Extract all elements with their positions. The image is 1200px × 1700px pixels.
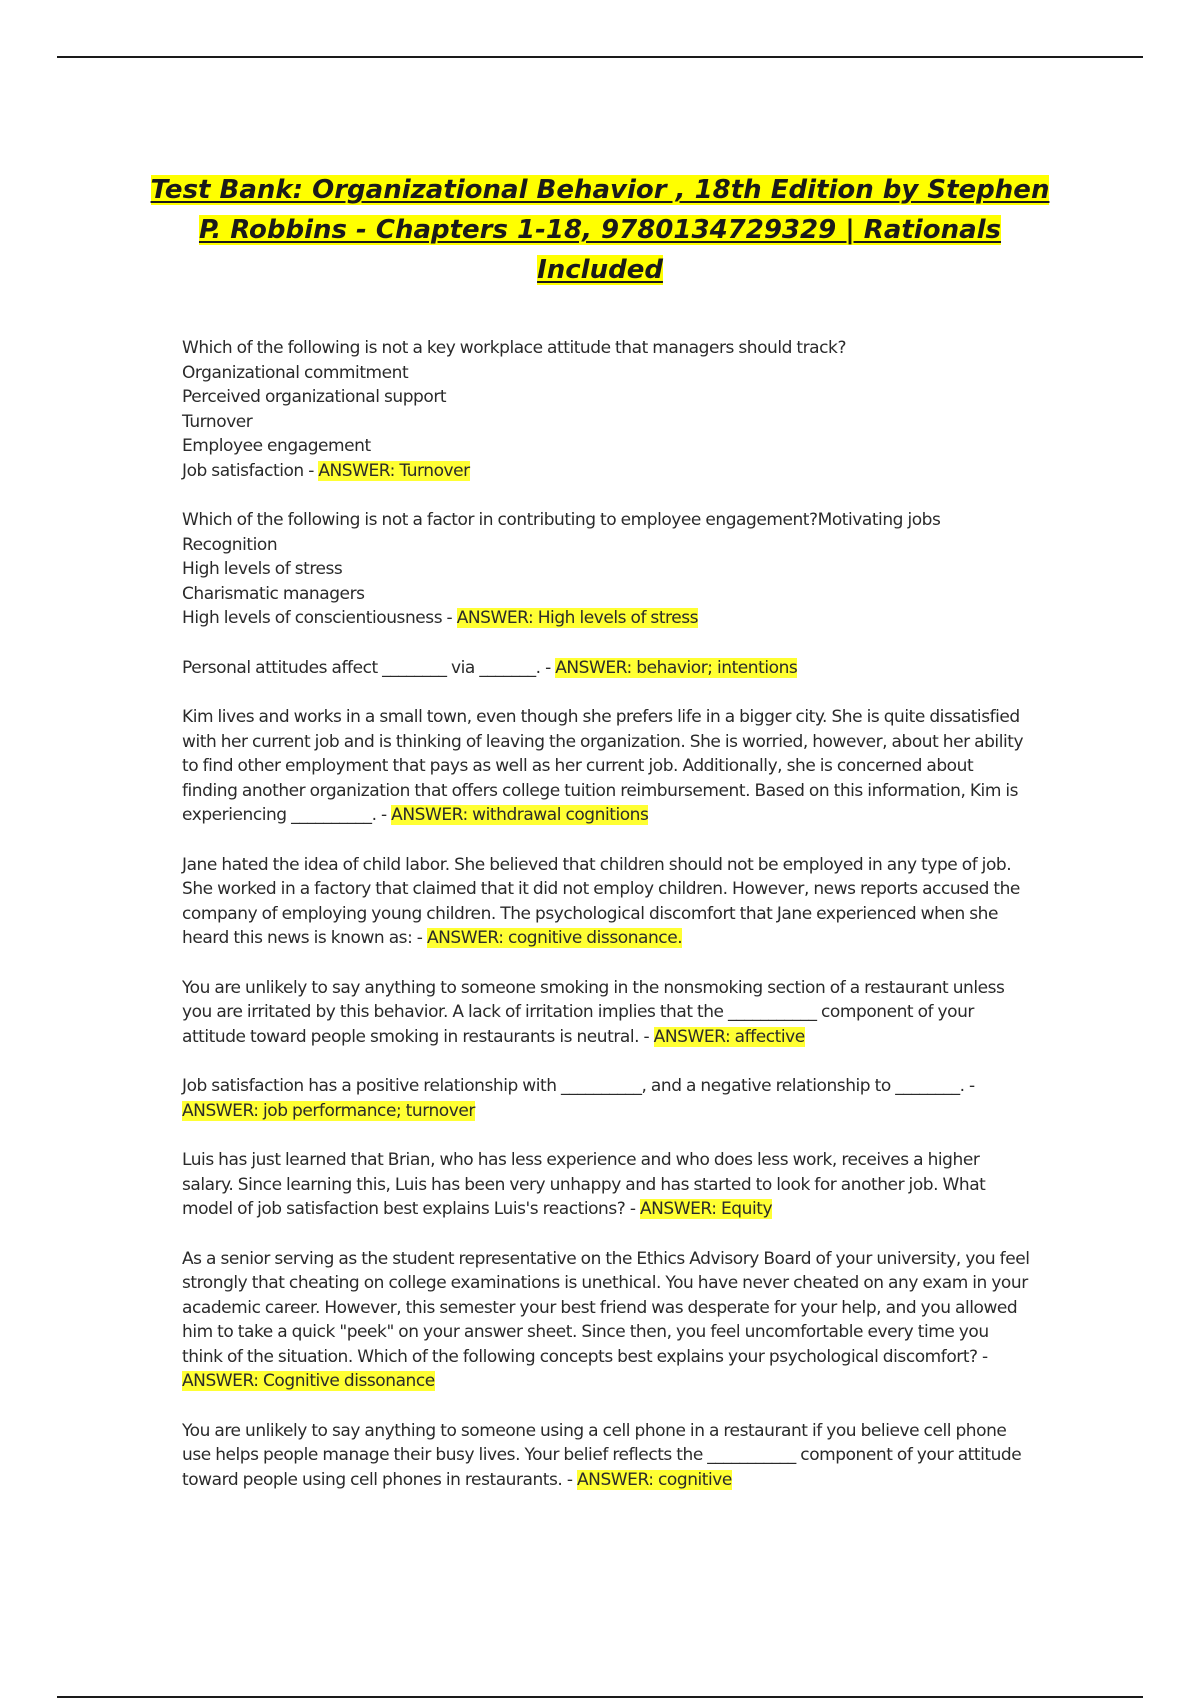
question-line [182, 508, 1030, 533]
question-item [182, 1247, 1030, 1394]
question-text: Recognition [182, 534, 278, 555]
answer-highlight: ANSWER: Equity [639, 1199, 773, 1219]
question-line [182, 606, 1030, 631]
header-rule [57, 56, 1143, 58]
question-text: As a senior serving as the student representative on the Ethics Advisory Board of your university, you feel strongly that cheating on college examinations is unethical. You have never cheated on any exam in your academic career. However, this semester your best friend was desperate for your help, and you allowed him to take a quick "peek" on your answer sheet. Since then, you feel uncomfortable every time you think of the situation. Which of the following concepts best explains your psychological discomfort? - [182, 1248, 1030, 1367]
question-line [182, 459, 1030, 484]
question-item [182, 705, 1030, 828]
question-item [182, 976, 1030, 1050]
question-text: Job satisfaction has a positive relationship with __________, and a negative relationship to ________. - [182, 1076, 975, 1096]
question-item [182, 1419, 1030, 1493]
footer-rule [57, 1696, 1143, 1698]
question-line [182, 385, 1030, 410]
answer-highlight: ANSWER: cognitive dissonance. [426, 928, 683, 948]
question-item [182, 1148, 1030, 1222]
question-line [182, 1074, 1030, 1123]
question-list [182, 336, 1030, 1517]
question-item [182, 656, 1030, 681]
question-text: High levels of conscientiousness - [182, 608, 453, 628]
answer-highlight: ANSWER: behavior; intentions [555, 657, 798, 678]
answer-highlight: ANSWER: affective [653, 1026, 805, 1047]
question-text: Which of the following is not a key workplace attitude that managers should track? [182, 338, 847, 358]
answer-highlight: ANSWER: job performance; turnover [182, 1100, 475, 1121]
question-text: Which of the following is not a factor in contributing to employee engagement?Motivating jobs [182, 510, 941, 530]
question-line [182, 434, 1030, 459]
question-text: You are unlikely to say anything to someone smoking in the nonsmoking section of a restaurant unless you are irritated by this behavior. A lack of irritation implies that the ___________ component of your attitude toward people smoking in restaurants is neutral. - [182, 977, 1005, 1047]
question-text: Turnover [182, 411, 253, 432]
question-line [182, 361, 1030, 386]
question-item [182, 1074, 1030, 1123]
question-text: Jane hated the idea of child labor. She believed that children should not be employed in any type of job. She worked in a factory that claimed that it did not employ children. However, news reports accused the company of employing young children. The psychological discomfort that Jane experienced when she heard this news is known as: - [182, 854, 1020, 948]
answer-highlight: ANSWER: cognitive [577, 1469, 732, 1490]
question-text: Charismatic managers [182, 583, 365, 604]
question-line [182, 557, 1030, 582]
question-line [182, 976, 1030, 1050]
question-text: Organizational commitment [182, 362, 409, 383]
question-line [182, 1148, 1030, 1222]
question-line [182, 1419, 1030, 1493]
question-line [182, 533, 1030, 558]
question-text: Luis has just learned that Brian, who has less experience and who does less work, receives a higher salary. Since learning this, Luis has been very unhappy and has started to look for another job. What model of job satisfaction best explains Luis's reactions? - [182, 1150, 986, 1219]
answer-highlight: ANSWER: Turnover [318, 460, 470, 481]
answer-highlight: ANSWER: Cognitive dissonance [182, 1371, 435, 1391]
answer-highlight: ANSWER: withdrawal cognitions [391, 805, 649, 825]
question-item [182, 853, 1030, 951]
question-line [182, 705, 1030, 828]
question-item [182, 336, 1030, 483]
question-text: Employee engagement [182, 436, 371, 456]
question-line [182, 410, 1030, 435]
question-line [182, 1247, 1030, 1394]
question-text: Job satisfaction - [182, 460, 314, 481]
answer-highlight: ANSWER: High levels of stress [456, 608, 699, 628]
question-line [182, 582, 1030, 607]
question-item [182, 508, 1030, 631]
question-text: Perceived organizational support [182, 387, 447, 407]
question-line [182, 853, 1030, 951]
question-text: Personal attitudes affect ________ via _______. - [182, 657, 551, 678]
question-text: Kim lives and works in a small town, even though she prefers life in a bigger city. She is quite dissatisfied with her current job and is thinking of leaving the organization. She is worried, however, about her ability to find other employment that pays as well as her current job. Additionally, she is concerned about finding another organization that offers college tuition reimbursement. Based on this information, Kim is experiencing __________. - [182, 707, 1024, 825]
question-text: You are unlikely to say anything to someone using a cell phone in a restaurant if you believe cell phone use helps people manage their busy lives. Your belief reflects the ___________ component of your attitude toward people using cell phones in restaurants. - [182, 1420, 1022, 1490]
question-text: High levels of stress [182, 559, 343, 579]
question-line [182, 656, 1030, 681]
question-line [182, 336, 1030, 361]
document-title [140, 170, 1060, 290]
document-title-text: Test Bank: Organizational Behavior , 18th Edition by Stephen P. Robbins - Chapters 1-18, 9780134729329 | Rationals Included [150, 175, 1050, 285]
